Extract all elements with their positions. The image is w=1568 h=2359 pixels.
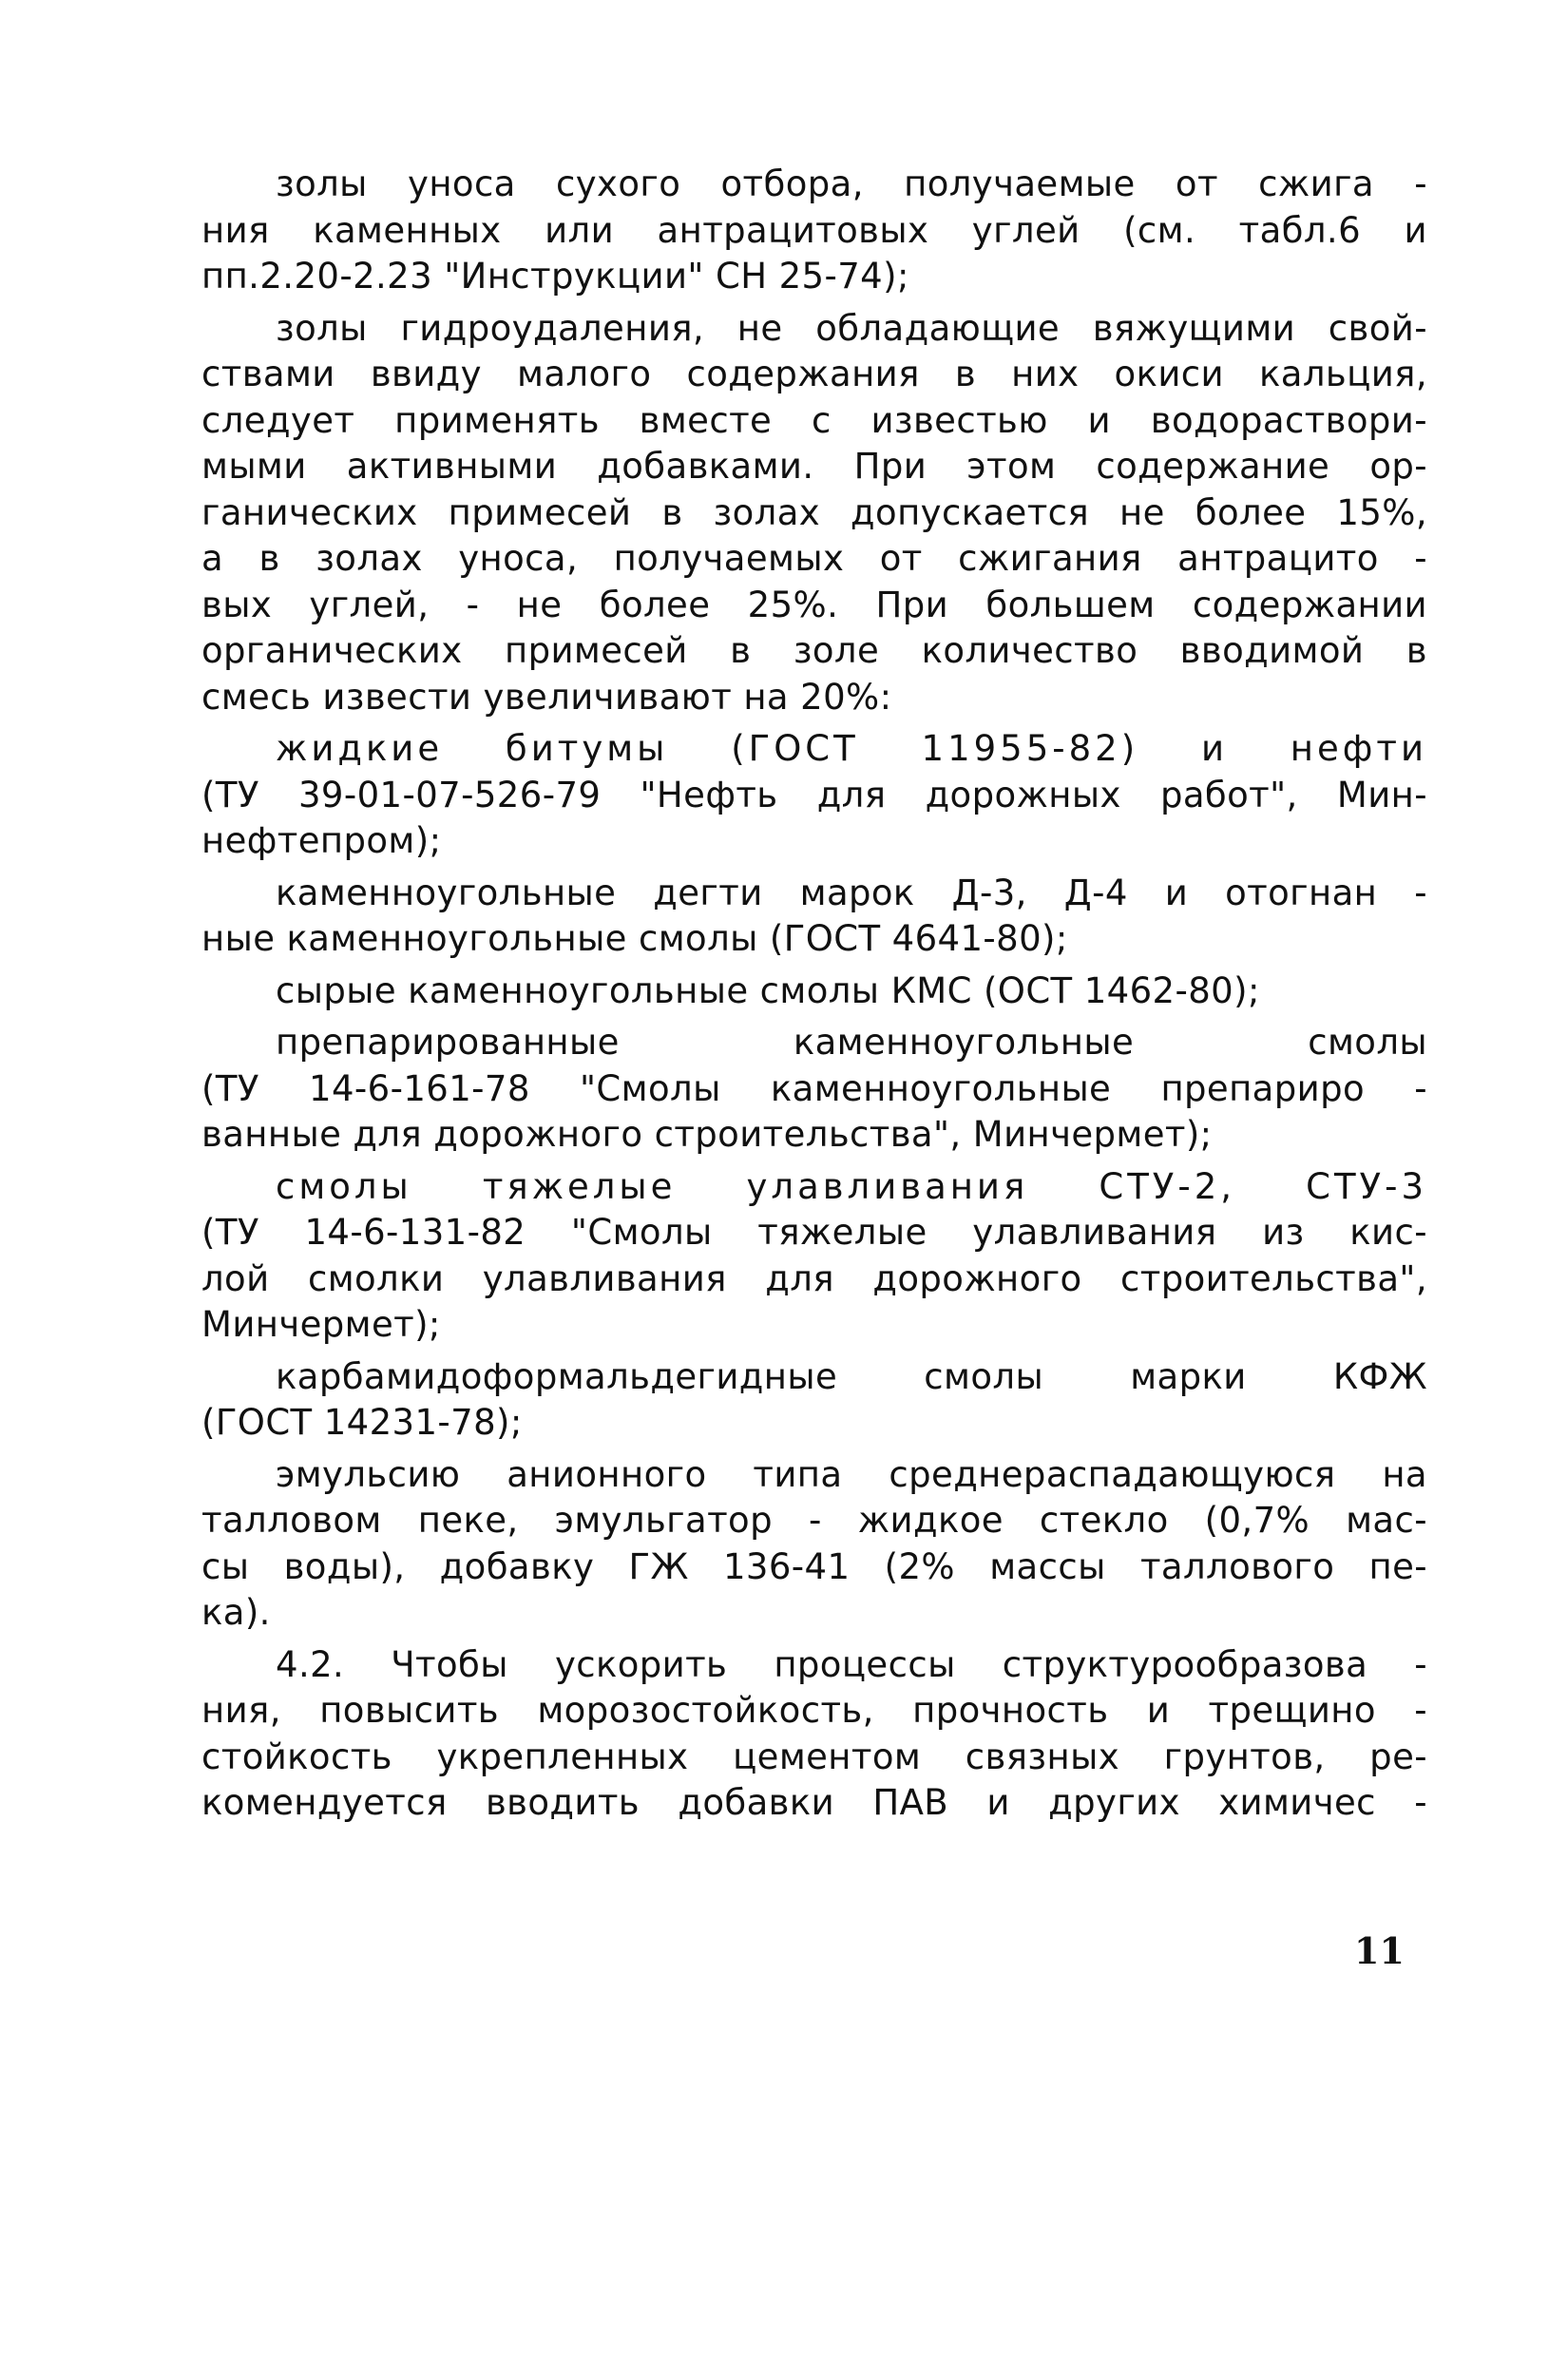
paragraph-liquid-bitumen bbox=[201, 726, 1427, 865]
paragraph-fly-ash-dry bbox=[201, 162, 1427, 300]
text-line: пп.2.20-2.23 "Инструкции" СН 25-74); bbox=[201, 256, 909, 297]
page-number: 11 bbox=[1354, 1929, 1405, 1972]
body-text bbox=[201, 162, 1427, 1832]
paragraph-urea-formaldehyde bbox=[201, 1354, 1427, 1447]
text-line: ные каменноугольные смолы (ГОСТ 4641-80); bbox=[201, 918, 1068, 959]
paragraph-heavy-resin bbox=[201, 1164, 1427, 1349]
text-line: смесь извести увеличивают на 20%: bbox=[201, 676, 892, 718]
text-line: Минчермет); bbox=[201, 1304, 441, 1345]
text-line: а в золах уноса, получаемых от сжигания антрацито - bbox=[201, 538, 1427, 579]
text-line: (ТУ 39-01-07-526-79 "Нефть для дорожных работ", Мин- bbox=[201, 774, 1427, 815]
text-line: (ГОСТ 14231-78); bbox=[201, 1402, 523, 1443]
text-line: лой смолки улавливания для дорожного строительства", bbox=[201, 1257, 1427, 1299]
text-line: ка). bbox=[201, 1592, 271, 1633]
text-line: препарированные каменноугольные смолы bbox=[276, 1022, 1427, 1063]
text-line: ганических примесей в золах допускается не более 15%, bbox=[201, 491, 1427, 533]
text-line: сырые каменноугольные смолы КМС (ОСТ 1462-80); bbox=[276, 969, 1260, 1011]
text-line: ния, повысить морозостойкость, прочность и трещино - bbox=[201, 1690, 1427, 1731]
text-line: стойкость укрепленных цементом связных грунтов, ре- bbox=[201, 1736, 1427, 1777]
text-line: талловом пеке, эмульгатор - жидкое стекло (0,7% мас- bbox=[201, 1500, 1427, 1541]
paragraph-emulsion bbox=[201, 1452, 1427, 1637]
text-line: нефтепром); bbox=[201, 820, 442, 861]
text-line: эмульсию анионного типа среднераспадающуюся на bbox=[276, 1453, 1427, 1495]
text-line: вых углей, - не более 25%. При большем содержании bbox=[201, 584, 1427, 625]
text-line: жидкие битумы (ГОСТ 11955-82) и нефти bbox=[276, 728, 1427, 769]
text-line: 4.2. Чтобы ускорить процессы структурообразова - bbox=[276, 1643, 1427, 1685]
text-line: органических примесей в золе количество вводимой в bbox=[201, 630, 1427, 671]
text-line: ствами ввиду малого содержания в них окиси кальция, bbox=[201, 354, 1427, 394]
paragraph-section-4-2 bbox=[201, 1642, 1427, 1827]
paragraph-hydro-ash bbox=[201, 306, 1427, 721]
paragraph-coal-tar bbox=[201, 871, 1427, 963]
paragraph-prepared-coal-resin bbox=[201, 1020, 1427, 1159]
text-line: следует применять вместе с известью и водораствори- bbox=[201, 399, 1427, 441]
text-line: каменноугольные дегти марок Д-3, Д-4 и отогнан - bbox=[276, 872, 1427, 913]
text-line: золы уноса сухого отбора, получаемые от сжига - bbox=[276, 163, 1427, 204]
text-line: мыми активными добавками. При этом содержание ор- bbox=[201, 446, 1427, 487]
text-line: ванные для дорожного строительства", Минчермет); bbox=[201, 1114, 1213, 1155]
text-line: сы воды), добавку ГЖ 136-41 (2% массы таллового пе- bbox=[201, 1545, 1427, 1587]
text-line: смолы тяжелые улавливания СТУ-2, СТУ-3 bbox=[276, 1165, 1427, 1207]
text-line: (ТУ 14-6-161-78 "Смолы каменноугольные препариро - bbox=[201, 1067, 1427, 1109]
text-line: карбамидоформальдегидные смолы марки КФЖ bbox=[276, 1355, 1427, 1397]
text-line: ния каменных или антрацитовых углей (см. табл.6 и bbox=[201, 209, 1427, 251]
paragraph-raw-coal-resin bbox=[201, 969, 1427, 1015]
text-line: комендуется вводить добавки ПАВ и других химичес - bbox=[201, 1782, 1427, 1823]
text-line: (ТУ 14-6-131-82 "Смолы тяжелые улавливания из кис- bbox=[201, 1212, 1427, 1253]
text-line: золы гидроудаления, не обладающие вяжущими свой- bbox=[276, 307, 1427, 349]
